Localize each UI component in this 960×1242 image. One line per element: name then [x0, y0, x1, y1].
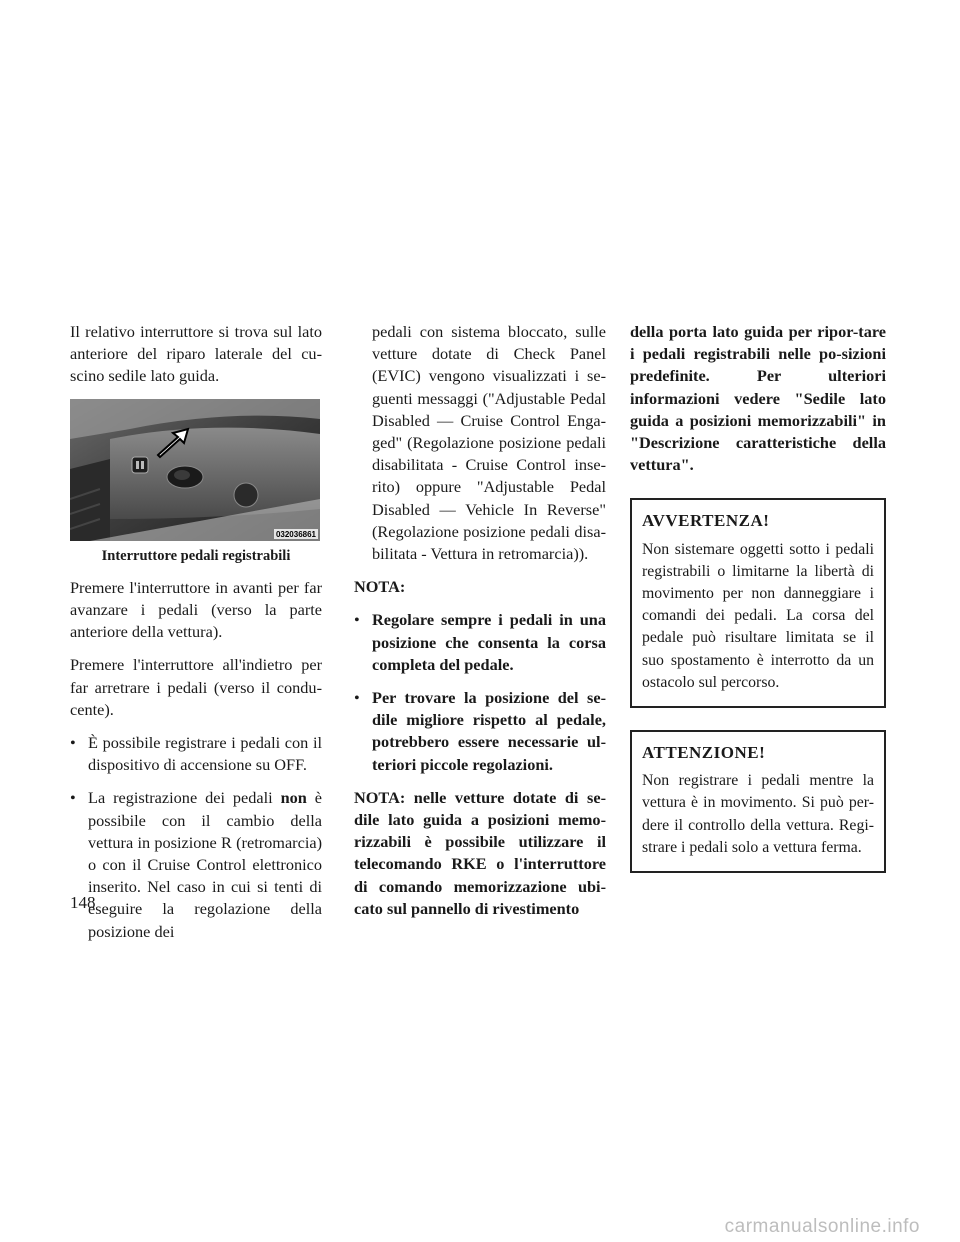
- bullet-ignition-off: • È possibile registrare i pedali con il dispositivo di accensione su OFF.: [70, 732, 322, 776]
- continued-paragraph: pedali con sistema bloccato, sulle vetture dotate di Check Panel (EVIC) vengono visualizzati i se-guenti messaggi ("Adjustable Pedal Disabled — Cruise Control Enga-ged" (Regolazione posizione pedali disabilitata - Cruise Control inse-rito) oppure "Adjustable Pedal Disabled — Vehicle In Reverse" (Regolazione posizione pedali disa-bilitata - Vettura in retromarcia)).: [372, 322, 606, 564]
- page-number: 148: [70, 893, 96, 912]
- nota-memory-seat: [354, 787, 606, 920]
- seat-switch-illustration: [70, 399, 320, 541]
- intro-paragraph: Il relativo interruttore si trova sul lato anteriore del riparo laterale del cu-scino sedile lato guida.: [70, 322, 322, 386]
- bullet-emphasis-non: non: [280, 788, 307, 808]
- caution-text: Non registrare i pedali mentre la vettura è in movimento. Si può per-dere il controllo della vettura. Regi-strare i pedali solo a vettura ferma.: [642, 772, 874, 856]
- bullet-text-end: è possibile con il cambio della vettura in posizione R (retromarcia) o con il Cruise Control elettronico inserito. Nel caso in cui si tenti di eseguire la regolazione della posizione dei: [88, 788, 323, 941]
- column-left: [70, 321, 322, 954]
- continued-bold-paragraph: [630, 321, 886, 476]
- figure-code: 032036861: [275, 529, 316, 539]
- paragraph-forward: Premere l'interruttore in avanti per far avanzare i pedali (verso la parte anteriore della vettura).: [70, 577, 322, 642]
- warning-text: Non sistemare oggetti sotto i pedali registrabili o limitarne la libertà di movimento per non danneggiare i comandi dei pedali. La corsa del pedale può risultare limitata se il suo spostamento è interrotto da un ostacolo sul percorso.: [642, 540, 874, 691]
- seat-switch-photo: [70, 399, 320, 541]
- bullet-reverse-cruise: [70, 787, 322, 942]
- warning-box: [630, 498, 886, 708]
- column-right: [630, 321, 886, 895]
- warning-title: AVVERTENZA!: [642, 511, 770, 531]
- nota-label: [354, 576, 606, 598]
- column-middle: [354, 321, 606, 931]
- nota-bullet-full-travel: [354, 609, 606, 676]
- paragraph-backward: Premere l'interruttore all'indietro per far arretrare i pedali (verso il condu-cente).: [70, 655, 322, 719]
- caution-title: ATTENZIONE!: [642, 743, 766, 763]
- caution-box: [630, 730, 886, 873]
- continued-bold-text: della porta lato guida per ripor-tare i pedali registrabili nelle po-sizioni predefinite. Per ulteriori informazioni vedere "Sedile lato guida a posizioni memorizzabili" in "Descrizione caratteristiche della vettura".: [630, 322, 886, 475]
- bullet-text-start: La registrazione dei pedali: [88, 788, 281, 808]
- nota-bullet-text: Regolare sempre i pedali in una posizione che consenta la corsa completa del pedale.: [372, 610, 606, 674]
- figure-caption: Interruttore pedali registrabili: [101, 547, 291, 564]
- nota-memory-text: NOTA: nelle vetture dotate di se-dile lato guida a posizioni memo-rizzabili è possibile utilizzare il telecomando RKE o l'interruttore di comando memorizzazione ubi-cato sul pannello di rivestimento: [354, 787, 606, 918]
- watermark: carmanualsonline.info: [724, 1215, 920, 1237]
- nota-heading: NOTA:: [354, 577, 406, 597]
- nota-bullet-text: Per trovare la posizione del se-dile migliore rispetto al pedale, potrebbero essere necessarie ul-teriori piccole regolazioni.: [372, 688, 606, 774]
- nota-bullet-seat-position: [354, 687, 606, 776]
